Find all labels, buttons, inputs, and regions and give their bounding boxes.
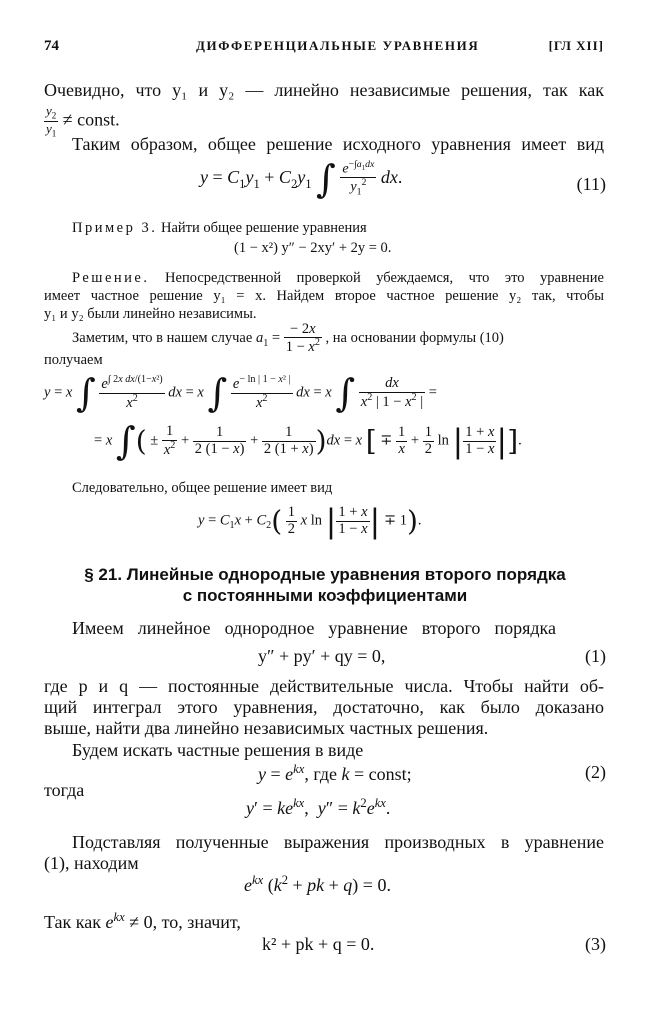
- equation-number: (1): [585, 646, 606, 666]
- paragraph-line: Имеем линейное однородное уравнение второго порядка: [72, 618, 556, 638]
- conclusion-line: Следовательно, общее решение имеет вид: [72, 480, 333, 496]
- paragraph-line: Подставляя полученные выражения производных в уравнение: [72, 832, 604, 852]
- solution-line: имеет частное решение y₁ = x. Найдем второе частное решение y₂ так, чтобы: [44, 288, 604, 304]
- equation-2: $y = e^{kx}$, где k = const;: [258, 762, 412, 784]
- running-title: ДИФФЕРЕНЦИАЛЬНЫЕ УРАВНЕНИЯ: [196, 38, 480, 53]
- example-heading: Пример 3. Найти общее решение уравнения: [72, 220, 367, 236]
- example-equation: (1 − x²) y″ − 2xy′ + 2y = 0.: [234, 240, 392, 256]
- paragraph-line: (1), находим: [44, 853, 139, 873]
- characteristic-substitution-equation: $e^{kx}$ ($k^2$ + pk + q) = 0.: [244, 873, 391, 895]
- paragraph-line: выше, найти два линейно независимых частных решения.: [44, 718, 489, 738]
- solution-line: y₁ и y₂ были линейно независимы.: [44, 306, 257, 322]
- derivatives-equation: $y' = ke^{kx}$, $y'' = k^2e^{kx}$.: [246, 796, 391, 818]
- fraction-y2-y1: $\frac{y_2}{y_1}$: [46, 103, 57, 139]
- paragraph-line: $\frac{y_2}{y_1}$ ≠ const.: [46, 103, 120, 139]
- paragraph-line: тогда: [44, 780, 85, 800]
- paragraph-line: Очевидно, что y₁ и y₂ — линейно независимые решения, так как: [44, 80, 604, 100]
- equation-number: (2): [585, 762, 606, 782]
- paragraph-line: Так как $e^{kx} \ne 0$, то, значит,: [44, 910, 241, 932]
- paragraph-line: Будем искать частные решения в виде: [72, 740, 364, 760]
- derivation-line-2: = x ∫( ± $\frac{1}{x^2}$ + $\frac{1}{2 (1 - x)}$ + $\frac{1}{2 (1 + x)}$ )dx = x [ ∓ $\frac{1}{x}$ + $\frac{1}{2}$ ln | $\frac{1 + x}{1 - x}$ |].: [94, 419, 522, 463]
- derivation-line-1: y = x ∫ $\frac{e^{\int 2x dx/(1-x^2)}}{x^2}$ dx = x ∫ $\frac{e^{- ln | 1 - x^2 |}}{x^2}$ dx = x ∫ $\frac{dx}{x^2 | 1 - x^2 |}$ =: [44, 371, 437, 415]
- section-heading-line-2: с постоянными коэффициентами: [182, 586, 468, 605]
- section-heading-line-1: § 21. Линейные однородные уравнения второго порядка: [84, 565, 566, 584]
- solution-line: получаем: [44, 352, 103, 368]
- paragraph-line: где p и q — постоянные действительные числа. Чтобы найти об-: [44, 676, 604, 696]
- equation-number: (3): [585, 934, 606, 954]
- chapter-label: [ГЛ XII]: [548, 38, 604, 53]
- equation-number: (11): [576, 174, 606, 194]
- paragraph-line: Таким образом, общее решение исходного уравнения имеет вид: [72, 134, 604, 154]
- paragraph-line: щий интеграл этого уравнения, достаточно, как было доказано: [44, 697, 604, 717]
- page-number: 74: [44, 38, 59, 54]
- solution-line: Решение. Непосредственной проверкой убеждаемся, что это уравнение: [72, 270, 604, 286]
- equation-1: y″ + py′ + qy = 0,: [258, 646, 386, 666]
- characteristic-equation: k² + pk + q = 0.: [262, 934, 375, 954]
- solution-line: Заметим, что в нашем случае $a_1$ = $\frac{- 2x}{1 - x^2}$ , на основании формулы (10): [72, 321, 504, 356]
- general-solution-equation: $y = C_1x + C_2$( $\frac{1}{2}$ x ln | $\frac{1 + x}{1 - x}$ | ∓ 1).: [198, 502, 422, 540]
- equation-11: $y = C_1y_1 + C_2y_1$ ∫ $\frac{e^{-\int a_1dx}}{y_1^2}$ dx.: [200, 157, 403, 202]
- page-header: [44, 38, 604, 62]
